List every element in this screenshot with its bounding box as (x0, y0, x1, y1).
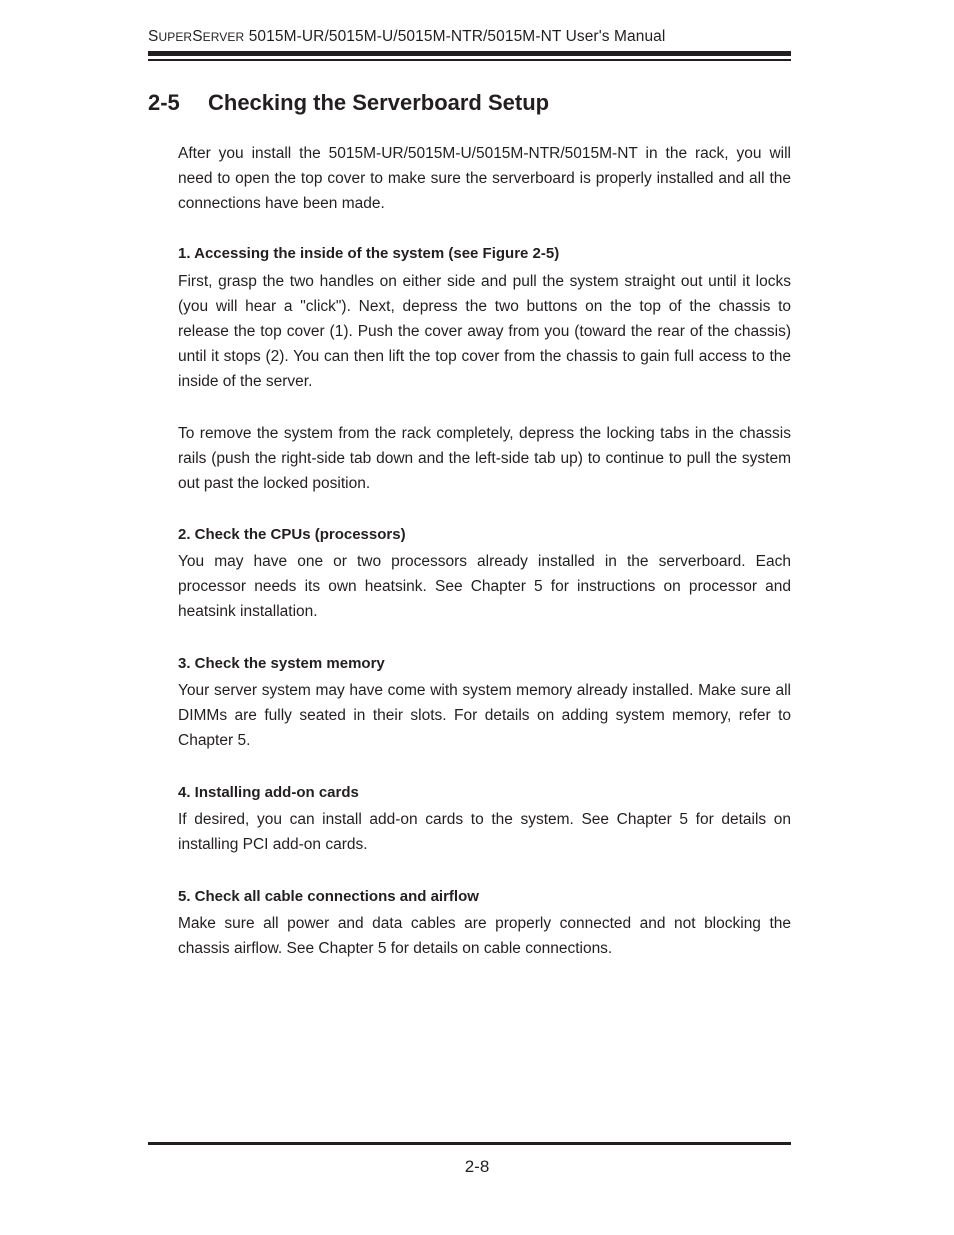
step-2-paragraph: You may have one or two processors already installed in the serverboard. Each processor needs its own heatsink. See Chapter 5 for instructions on processor and heatsink installation. (178, 553, 791, 620)
step-2-heading: 2. Check the CPUs (processors) (178, 526, 406, 543)
section-number: 2-5 (148, 90, 180, 115)
page-number: 2-8 (464, 1157, 490, 1176)
section-heading (148, 90, 549, 116)
step-5-paragraph: Make sure all power and data cables are properly connected and not blocking the chassis airflow. See Chapter 5 for details on cable connections. (178, 915, 791, 957)
step-1-paragraph-2: To remove the system from the rack completely, depress the locking tabs in the chassis rails (push the right-side tab down and the left-side tab up) to continue to pull the system out past the locked position. (178, 425, 791, 492)
step-5-heading: 5. Check all cable connections and airflow (178, 888, 479, 905)
step-3-heading: 3. Check the system memory (178, 655, 385, 672)
step-1-paragraph-1: First, grasp the two handles on either side and pull the system straight out until it locks (you will hear a "click"). Next, depress the two buttons on the top of the chassis to release the top cover (1). Push the cover away from you (toward the rear of the chassis) until it stops (2). You can then lift the top cover from the chassis to gain full access to the inside of the server. (178, 273, 791, 390)
header-brand-server-rest: ERVER (202, 30, 245, 44)
step-1-heading: 1. Accessing the inside of the system (see Figure 2-5) (178, 245, 560, 262)
step-4-heading: 4. Installing add-on cards (178, 784, 359, 801)
step-4-paragraph: If desired, you can install add-on cards to the system. See Chapter 5 for details on installing PCI add-on cards. (178, 811, 791, 853)
header-brand-super-rest: UPER (158, 30, 193, 44)
step-3-paragraph: Your server system may have come with system memory already installed. Make sure all DIMMs are fully seated in their slots. For details on adding system memory, refer to Chapter 5. (178, 682, 791, 749)
header-brand-super-initial: S (148, 28, 159, 45)
intro-paragraph: After you install the 5015M-UR/5015M-U/5015M-NTR/5015M-NT in the rack, you will need to open the top cover to make sure the serverboard is properly installed and all the connections have been made. (178, 145, 791, 212)
header-title: 5015M-UR/5015M-U/5015M-NTR/5015M-NT User's Manual (244, 28, 666, 45)
header-brand-server-initial: S (192, 28, 203, 45)
running-header (148, 28, 665, 46)
header-rule-thin (148, 59, 791, 61)
footer-rule (148, 1142, 791, 1145)
section-title: Checking the Serverboard Setup (208, 90, 550, 115)
header-rule-thick (148, 51, 791, 56)
